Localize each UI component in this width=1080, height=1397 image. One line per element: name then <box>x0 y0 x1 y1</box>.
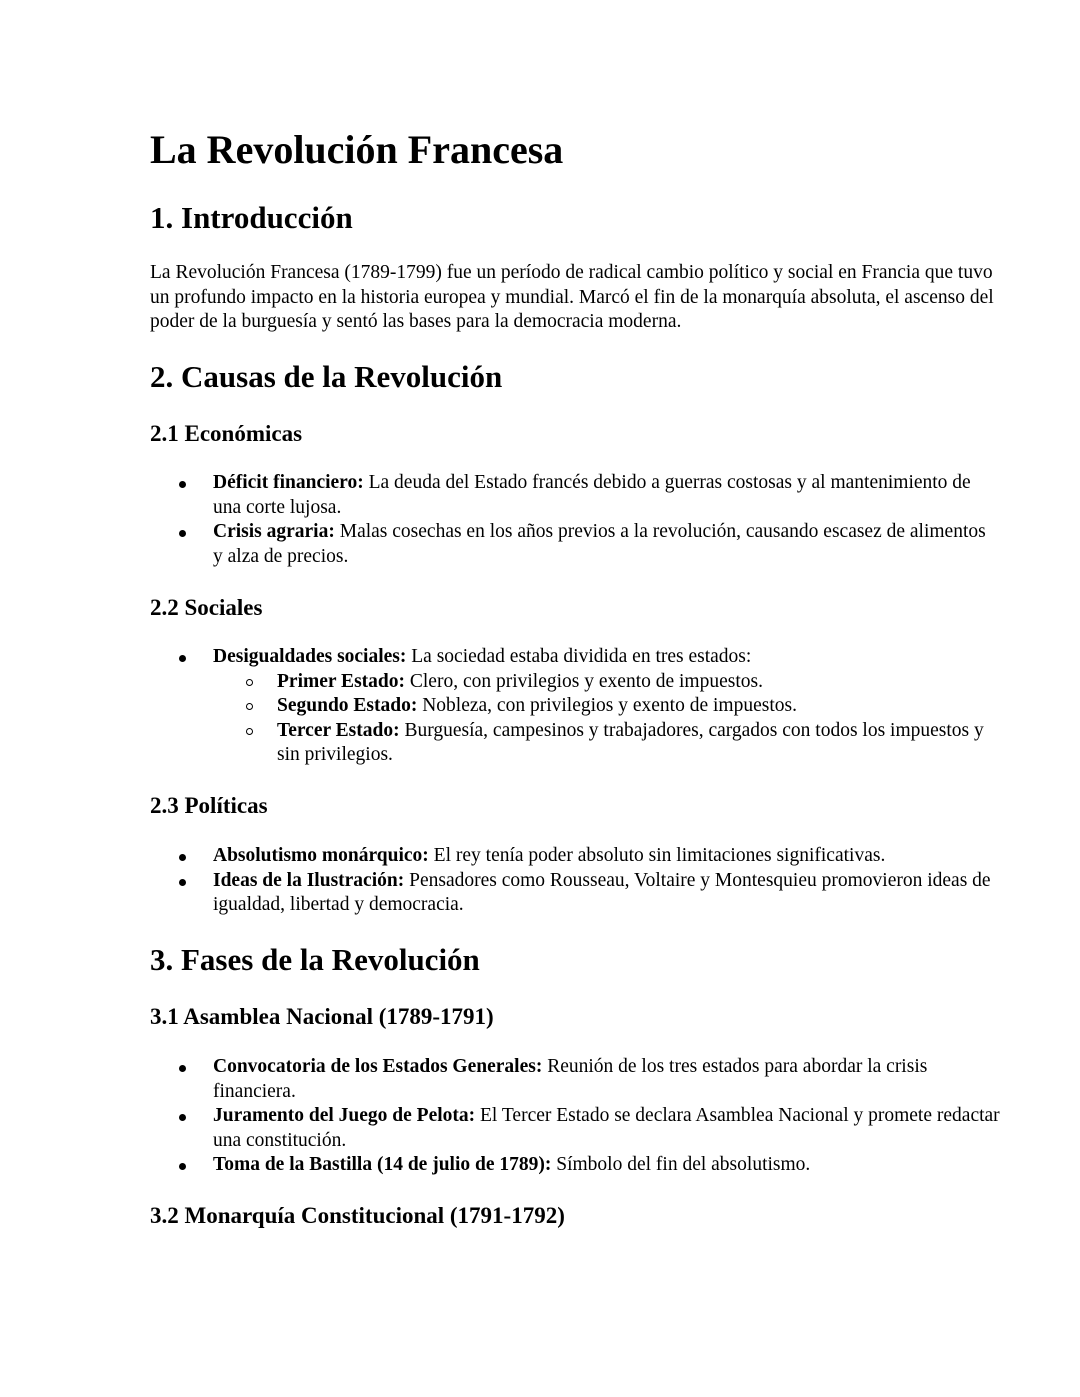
subsection-heading-asamblea-nacional: 3.1 Asamblea Nacional (1789-1791) <box>150 1004 494 1029</box>
subitem-term: Segundo Estado: <box>277 695 418 716</box>
item-term: Desigualdades sociales: <box>213 646 407 667</box>
list-item <box>150 1055 1000 1104</box>
item-term: Juramento del Juego de Pelota: <box>213 1105 476 1126</box>
sublist-item <box>213 694 1000 719</box>
section-heading-introduccion: 1. Introducción <box>150 200 353 235</box>
subitem-text: Burguesía, campesinos y trabajadores, cargados con todos los impuestos y sin privilegios. <box>277 719 984 765</box>
subsection-heading-sociales: 2.2 Sociales <box>150 595 263 620</box>
item-term: Convocatoria de los Estados Generales: <box>213 1056 543 1077</box>
bullet-icon <box>179 530 186 537</box>
circle-bullet-icon <box>246 728 253 735</box>
subitem-text: Clero, con privilegios y exento de impuestos. <box>405 670 763 692</box>
item-term: Toma de la Bastilla (14 de julio de 1789): <box>213 1154 552 1175</box>
list-sociales <box>150 645 1000 768</box>
item-text: Pensadores como Rousseau, Voltaire y Montesquieu promovieron ideas de igualdad, libertad y democracia. <box>213 869 991 915</box>
circle-bullet-icon <box>246 679 253 686</box>
sublist-estados <box>213 670 1000 768</box>
item-text: El rey tenía poder absoluto sin limitaciones significativas. <box>428 845 886 866</box>
item-term: Déficit financiero: <box>213 472 364 493</box>
circle-bullet-icon <box>246 703 253 710</box>
item-text: La sociedad estaba dividida en tres estados: <box>406 646 752 667</box>
item-text: Símbolo del fin del absolutismo. <box>551 1154 811 1175</box>
item-text: El Tercer Estado se declara Asamblea Nacional y promete redactar una constitución. <box>213 1105 1000 1151</box>
bullet-icon <box>179 1065 186 1072</box>
list-item <box>150 520 1000 569</box>
item-text: Malas cosechas en los años previos a la revolución, causando escasez de alimentos y alza de precios. <box>213 521 986 567</box>
section-heading-fases: 3. Fases de la Revolución <box>150 942 480 977</box>
bullet-icon <box>179 1163 186 1170</box>
list-item <box>150 645 1000 768</box>
list-item <box>150 1104 1000 1153</box>
document-title: La Revolución Francesa <box>150 127 564 172</box>
subitem-term: Primer Estado: <box>277 670 405 692</box>
item-term: Absolutismo monárquico: <box>213 845 429 866</box>
bullet-icon <box>179 879 186 886</box>
item-term: Ideas de la Ilustración: <box>213 869 405 891</box>
list-item <box>150 471 1000 520</box>
subitem-text: Nobleza, con privilegios y exento de impuestos. <box>417 695 797 716</box>
intro-paragraph: La Revolución Francesa (1789-1799) fue un período de radical cambio político y social en Francia que tuvo un profundo impacto en la historia europea y mundial. Marcó el fin de la monarquía absoluta, el ascenso del poder de la burguesía y sentó las bases para la democracia moderna. <box>150 262 994 332</box>
list-economicas <box>150 471 1000 569</box>
sublist-item <box>213 719 1000 768</box>
bullet-icon <box>179 481 186 488</box>
subsection-heading-economicas: 2.1 Económicas <box>150 421 303 446</box>
item-text: La deuda del Estado francés debido a guerras costosas y al mantenimiento de una corte lujosa. <box>213 472 971 518</box>
subitem-term: Tercer Estado: <box>277 719 400 741</box>
list-asamblea-nacional <box>150 1055 1000 1178</box>
list-item <box>150 869 1000 918</box>
item-text: Reunión de los tres estados para abordar la crisis financiera. <box>213 1056 928 1102</box>
bullet-icon <box>179 854 186 861</box>
item-term: Crisis agraria: <box>213 521 335 542</box>
subsection-heading-politicas: 2.3 Políticas <box>150 793 268 818</box>
sublist-item <box>213 670 1000 695</box>
section-heading-causas: 2. Causas de la Revolución <box>150 359 503 394</box>
bullet-icon <box>179 655 186 662</box>
subsection-heading-monarquia-constitucional: 3.2 Monarquía Constitucional (1791-1792) <box>150 1203 565 1228</box>
list-politicas <box>150 844 1000 918</box>
list-item <box>150 1153 1000 1178</box>
list-item <box>150 844 1000 869</box>
bullet-icon <box>179 1114 186 1121</box>
